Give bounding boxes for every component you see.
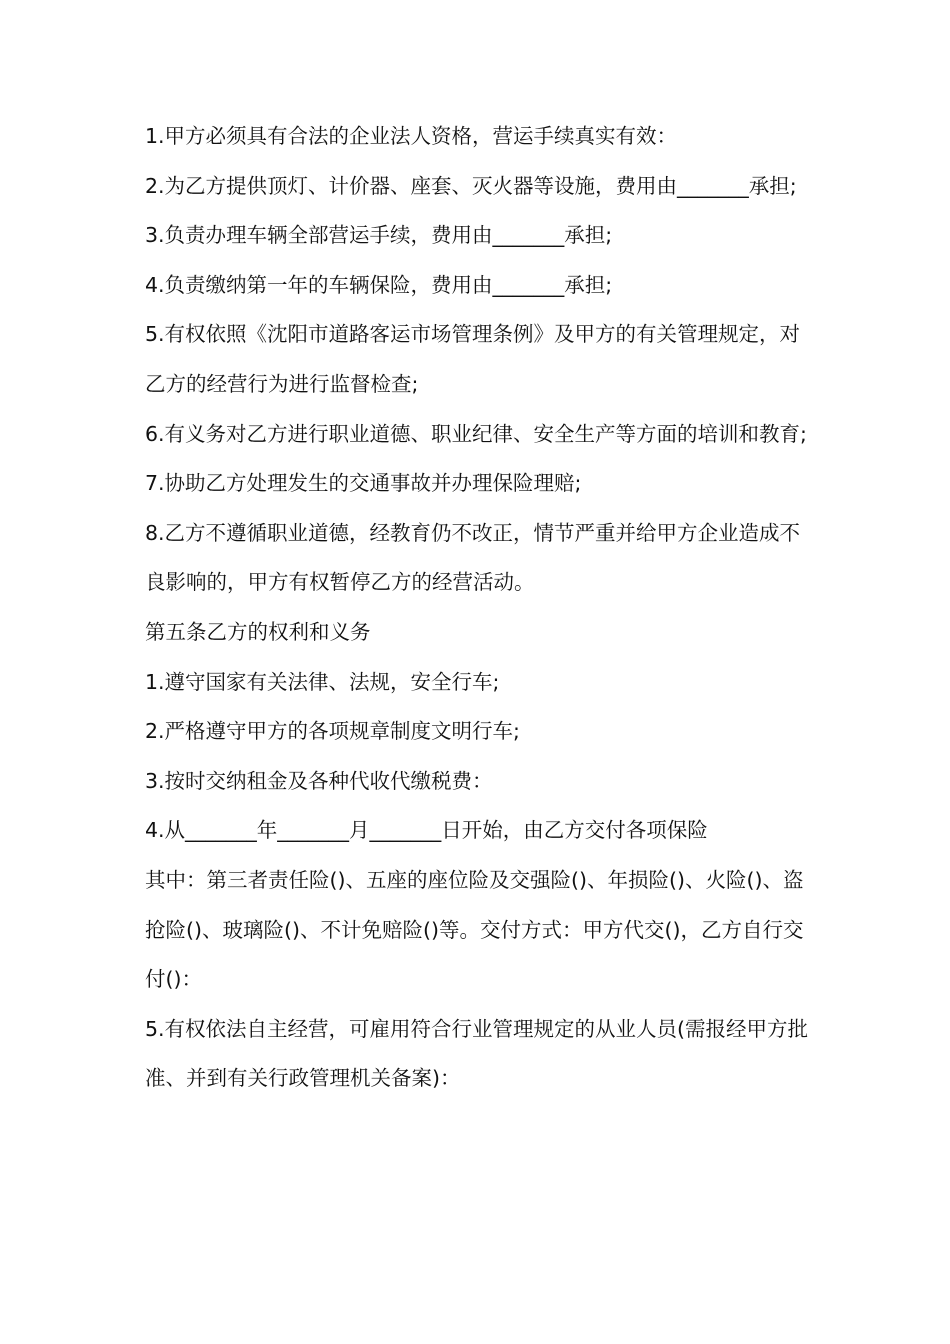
clause-party-a-4: 4.负责缴纳第一年的车辆保险，费用由_______承担; <box>145 272 613 297</box>
section-heading-article-5: 第五条乙方的权利和义务 <box>145 619 371 644</box>
clause-party-b-3: 3.按时交纳租金及各种代收代缴税费： <box>145 768 493 793</box>
clause-party-a-2: 2.为乙方提供顶灯、计价器、座套、灭火器等设施，费用由_______承担; <box>145 173 797 198</box>
clause-party-a-8: 8.乙方不遵循职业道德，经教育仍不改正，情节严重并给甲方企业造成不良影响的，甲方有权暂停乙方的经营活动。 <box>145 520 801 595</box>
clause-party-a-6: 6.有义务对乙方进行职业道德、职业纪律、安全生产等方面的培训和教育; <box>145 421 807 446</box>
clause-party-b-5: 5.有权依法自主经营，可雇用符合行业管理规定的从业人员(需报经甲方批准、并到有关行政管理机关备案)： <box>145 1016 809 1091</box>
clause-party-a-3: 3.负责办理车辆全部营运手续，费用由_______承担; <box>145 223 613 248</box>
clause-party-b-1: 1.遵守国家有关法律、法规，安全行车; <box>145 669 500 694</box>
clause-party-a-7: 7.协助乙方处理发生的交通事故并办理保险理赔; <box>145 471 582 496</box>
clause-party-a-5: 5.有权依照《沈阳市道路客运市场管理条例》及甲方的有关管理规定，对乙方的经营行为进行监督检查; <box>145 322 801 396</box>
document-body <box>145 112 810 1104</box>
clause-party-a-1: 1.甲方必须具有合法的企业法人资格，营运手续真实有效： <box>145 124 678 148</box>
clause-party-b-4: 4.从_______年_______月_______日开始，由乙方交付各项保险 <box>145 818 708 843</box>
clause-party-b-2: 2.严格遵守甲方的各项规章制度文明行车; <box>145 719 520 744</box>
clause-insurance-details: 其中：第三者责任险()、五座的座位险及交强险()、年损险()、火险()、盗抢险()、玻璃险()、不计免赔险()等。交付方式：甲方代交()，乙方自行交付()： <box>145 867 804 992</box>
